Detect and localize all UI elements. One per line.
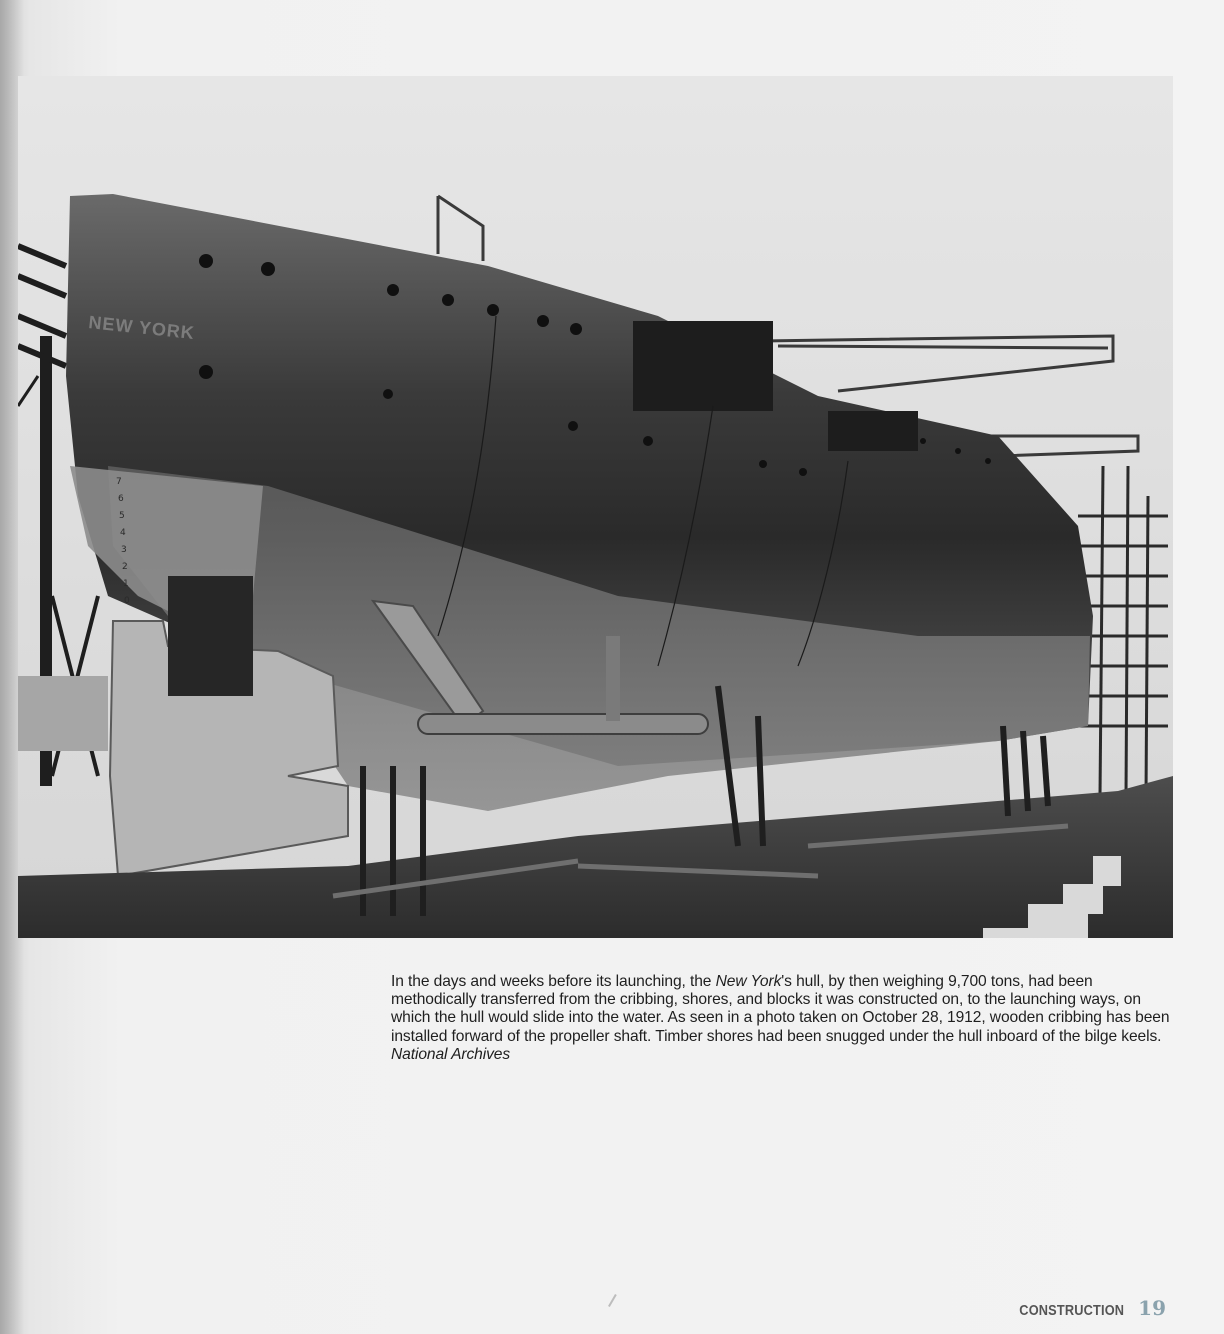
draft-mark: 3 — [121, 545, 127, 555]
gun-recess-2 — [828, 411, 918, 451]
ship-hull-illustration — [18, 76, 1173, 938]
draft-mark: 6 — [118, 494, 124, 504]
caption-text-1: In the days and weeks before its launching, the — [391, 973, 716, 990]
section-title: CONSTRUCTION — [1019, 1303, 1125, 1319]
draft-mark: 2 — [122, 562, 128, 572]
draft-mark: 0 — [124, 596, 130, 606]
distant-building — [18, 676, 108, 751]
caption-credit: National Archives — [391, 1045, 511, 1063]
page-footer — [1005, 1296, 1166, 1320]
propeller-shaft — [418, 714, 708, 734]
draft-mark: 1 — [123, 579, 129, 589]
caption-ship-name: New York — [715, 973, 782, 990]
rudder-bracket — [168, 576, 253, 696]
hull-name-lettering: NEW YORK — [87, 312, 196, 344]
gun-recess-1 — [633, 321, 773, 411]
ship-hull-photo — [18, 76, 1173, 938]
draft-mark: 5 — [119, 511, 125, 521]
page-number: 19 — [1138, 1296, 1166, 1320]
draft-mark: 7 — [116, 477, 122, 487]
draft-mark: 4 — [120, 528, 126, 538]
caption-text-2: 's hull, by then weighing 9,700 tons, had been methodically transferred from the cribbing, shores, and blocks it was constructed on, to the launching ways, on which the hull would slide into the water. As seen in a photo taken on October 28, 1912, wooden cribbing has been installed forward of the propeller shaft. Timber shores had been snugged under the hull inboard of the bilge keels. — [391, 973, 1170, 1045]
page-smudge — [608, 1294, 622, 1310]
photo-caption — [391, 973, 1177, 1064]
shaft-strut — [606, 636, 620, 721]
